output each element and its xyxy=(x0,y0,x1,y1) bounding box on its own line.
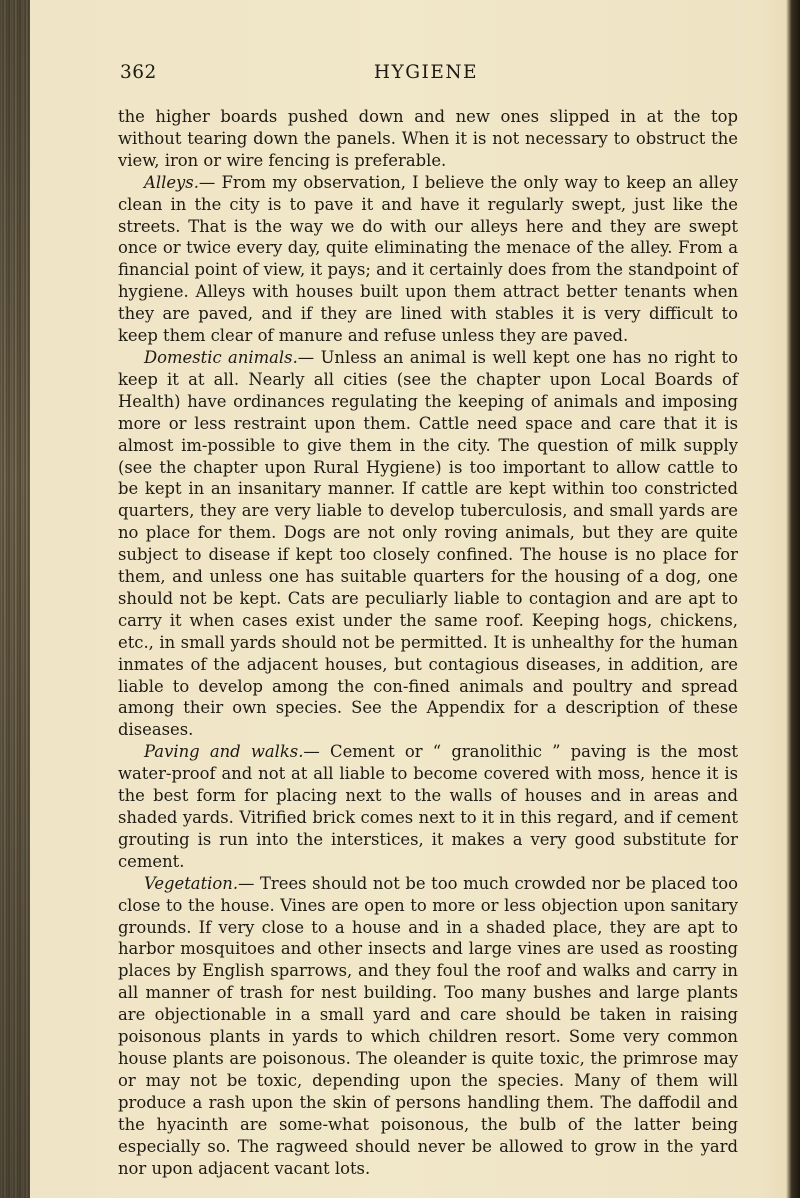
paragraph-text: From my observation, I believe the only way to keep an alley clean in the city is to pave it and have it regularly swept, just like the streets. That is the way we do with our alleys here and they are swept once or twice every day, quite eliminating the menace of the alley. From a financial point of view, it pays; and it certainly does from the standpoint of hygiene. Alleys with houses built upon them attract better tenants when they are paved, and if they are lined with stables it is very difficult to keep them clear of manure and refuse unless they are paved. xyxy=(118,172,738,346)
page-number: 362 xyxy=(120,62,157,83)
section-heading-paving-and-walks: Paving and walks.— xyxy=(144,742,320,762)
paragraph-domestic-animals xyxy=(118,347,738,741)
page-header xyxy=(116,62,736,88)
section-heading-alleys: Alleys.— xyxy=(144,172,216,192)
paragraph-continuation xyxy=(118,106,738,172)
paragraph-text: the higher boards pushed down and new ones slipped in at the top without tearing down the panels. When it is not necessary to obstruct the view, iron or wire fencing is preferable. xyxy=(118,107,738,170)
paragraph-paving-and-walks xyxy=(118,741,738,872)
section-heading-vegetation: Vegetation.— xyxy=(144,873,255,893)
paragraph-text: Unless an animal is well kept one has no right to keep it at all. Nearly all cities (see the chapter upon Local Boards of Health) have ordinances regulating the keeping of animals and imposing more or less restraint upon them. Cattle need space and care that it is almost im-possible to give them in the city. The question of milk supply (see the chapter upon Rural Hygiene) is too important to allow cattle to be kept in an insanitary manner. If cattle are kept within too constricted quarters, they are very liable to develop tuberculosis, and small yards are no place for them. Dogs are not only roving animals, but they are quite subject to disease if kept too closely confined. The house is no place for them, and unless one has suitable quarters for the housing of a dog, one should not be kept. Cats are peculiarly liable to contagion and are apt to carry it when cases exist under the same roof. Keeping hogs, chickens, etc., in small yards should not be permitted. It is unhealthy for the human inmates of the adjacent houses, but contagious diseases, in addition, are liable to develop among the con-fined animals and poultry and spread among their own species. See the Appendix for a description of these diseases. xyxy=(118,347,738,740)
section-heading-domestic-animals: Domestic animals.— xyxy=(144,347,315,367)
paragraph-text: Trees should not be too much crowded nor be placed too close to the house. Vines are open to more or less objection upon sanitary grounds. If very close to a house and in a shaded place, they are apt to harbor mosquitoes and other insects and large vines are used as roosting places by English sparrows, and they foul the roof and walks and carry in all manner of trash for nest building. Too many bushes and large plants are objectionable in a small yard and care should be taken in raising poisonous plants in yards to which children resort. Some very common house plants are poisonous. The oleander is quite toxic, the primrose may or may not be toxic, depending upon the species. Many of them will produce a rash upon the skin of persons handling them. The daffodil and the hyacinth are some-what poisonous, the bulb of the latter being especially so. The ragweed should never be allowed to grow in the yard nor upon adjacent vacant lots. xyxy=(118,873,738,1178)
page-edge-shadow xyxy=(786,0,800,1198)
paragraph-vegetation xyxy=(118,873,738,1180)
running-head: HYGIENE xyxy=(373,62,479,83)
body-text xyxy=(118,106,738,1179)
paragraph-text: Cement or “ granolithic ” paving is the most water-proof and not at all liable to become covered with moss, hence it is the best form for placing next to the walls of houses and in areas and shaded yards. Vitrified brick comes next to it in this regard, and if cement grouting is run into the interstices, it makes a very good substitute for cement. xyxy=(118,742,738,871)
paragraph-alleys xyxy=(118,172,738,347)
binding-edge xyxy=(0,0,30,1198)
